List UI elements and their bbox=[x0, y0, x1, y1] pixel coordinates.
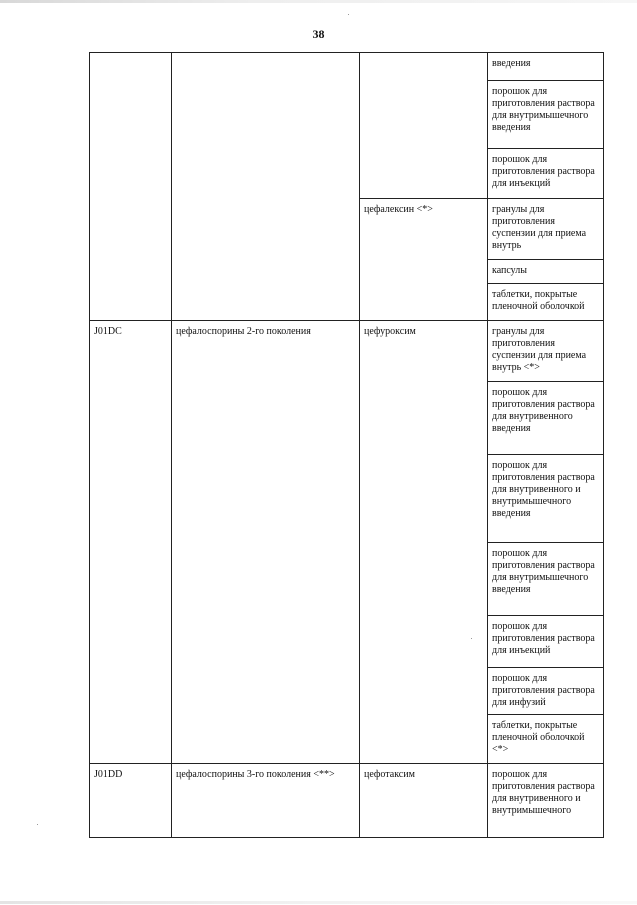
dosage-form: таблетки, покрытые пленочной оболочкой <*> bbox=[492, 720, 585, 755]
dosage-form-cell bbox=[488, 149, 604, 199]
atc-code: J01DC bbox=[94, 326, 122, 337]
dosage-form: порошок для приготовления раствора для внутривенного введения bbox=[492, 387, 595, 434]
dosage-form-cell bbox=[488, 668, 604, 715]
atc-code: J01DD bbox=[94, 769, 123, 780]
drug-name: цефотаксим bbox=[364, 769, 415, 780]
table-row bbox=[90, 321, 604, 382]
dosage-form-cell bbox=[488, 455, 604, 543]
dosage-form: порошок для приготовления раствора для внутривенного и внутримышечного введения bbox=[492, 460, 595, 519]
group-cell bbox=[172, 764, 360, 838]
group-name: цефалоспорины 2-го поколения bbox=[176, 326, 311, 337]
drug-name: цефалексин <*> bbox=[364, 204, 433, 215]
dosage-form: таблетки, покрытые пленочной оболочкой bbox=[492, 289, 585, 312]
dosage-form-cell bbox=[488, 764, 604, 838]
group-cell bbox=[172, 53, 360, 321]
dosage-form: гранулы для приготовления суспензии для приема внутрь <*> bbox=[492, 326, 587, 373]
drug-cell bbox=[360, 321, 488, 764]
drug-table bbox=[89, 52, 604, 838]
dosage-form-cell bbox=[488, 543, 604, 616]
scan-speck bbox=[37, 824, 38, 825]
dosage-form: порошок для приготовления раствора для инъекций bbox=[492, 154, 595, 189]
dosage-form: порошок для приготовления раствора для внутримышечного введения bbox=[492, 86, 595, 133]
dosage-form: порошок для приготовления раствора для инъекций bbox=[492, 621, 595, 656]
dosage-form: порошок для приготовления раствора для внутримышечного введения bbox=[492, 548, 595, 595]
dosage-form-cell bbox=[488, 321, 604, 382]
dosage-form-cell bbox=[488, 715, 604, 764]
dosage-form-cell bbox=[488, 616, 604, 668]
dosage-form-cell bbox=[488, 199, 604, 260]
atc-code-cell bbox=[90, 764, 172, 838]
scan-bottom-rule bbox=[0, 901, 637, 904]
group-name: цефалоспорины 3-го поколения <**> bbox=[176, 769, 335, 780]
dosage-form-cell bbox=[488, 382, 604, 455]
dosage-form-cell bbox=[488, 260, 604, 284]
group-cell bbox=[172, 321, 360, 764]
drug-cell bbox=[360, 199, 488, 321]
dosage-form: гранулы для приготовления суспензии для приема внутрь bbox=[492, 204, 587, 251]
table-row bbox=[90, 53, 604, 81]
table-row bbox=[90, 764, 604, 838]
page-number: 38 bbox=[312, 27, 325, 41]
atc-code-cell bbox=[90, 321, 172, 764]
dosage-form: порошок для приготовления раствора для внутривенного и внутримышечного bbox=[492, 769, 595, 816]
dosage-form-cell bbox=[488, 284, 604, 321]
dosage-form-cell bbox=[488, 81, 604, 149]
scan-speck bbox=[348, 14, 349, 15]
drug-cell bbox=[360, 53, 488, 199]
dosage-form: капсулы bbox=[492, 265, 527, 276]
dosage-form: введения bbox=[492, 58, 531, 69]
atc-code-cell bbox=[90, 53, 172, 321]
dosage-form: порошок для приготовления раствора для инфузий bbox=[492, 673, 595, 708]
scan-top-rule bbox=[0, 0, 637, 3]
drug-cell bbox=[360, 764, 488, 838]
dosage-form-cell bbox=[488, 53, 604, 81]
drug-name: цефуроксим bbox=[364, 326, 416, 337]
